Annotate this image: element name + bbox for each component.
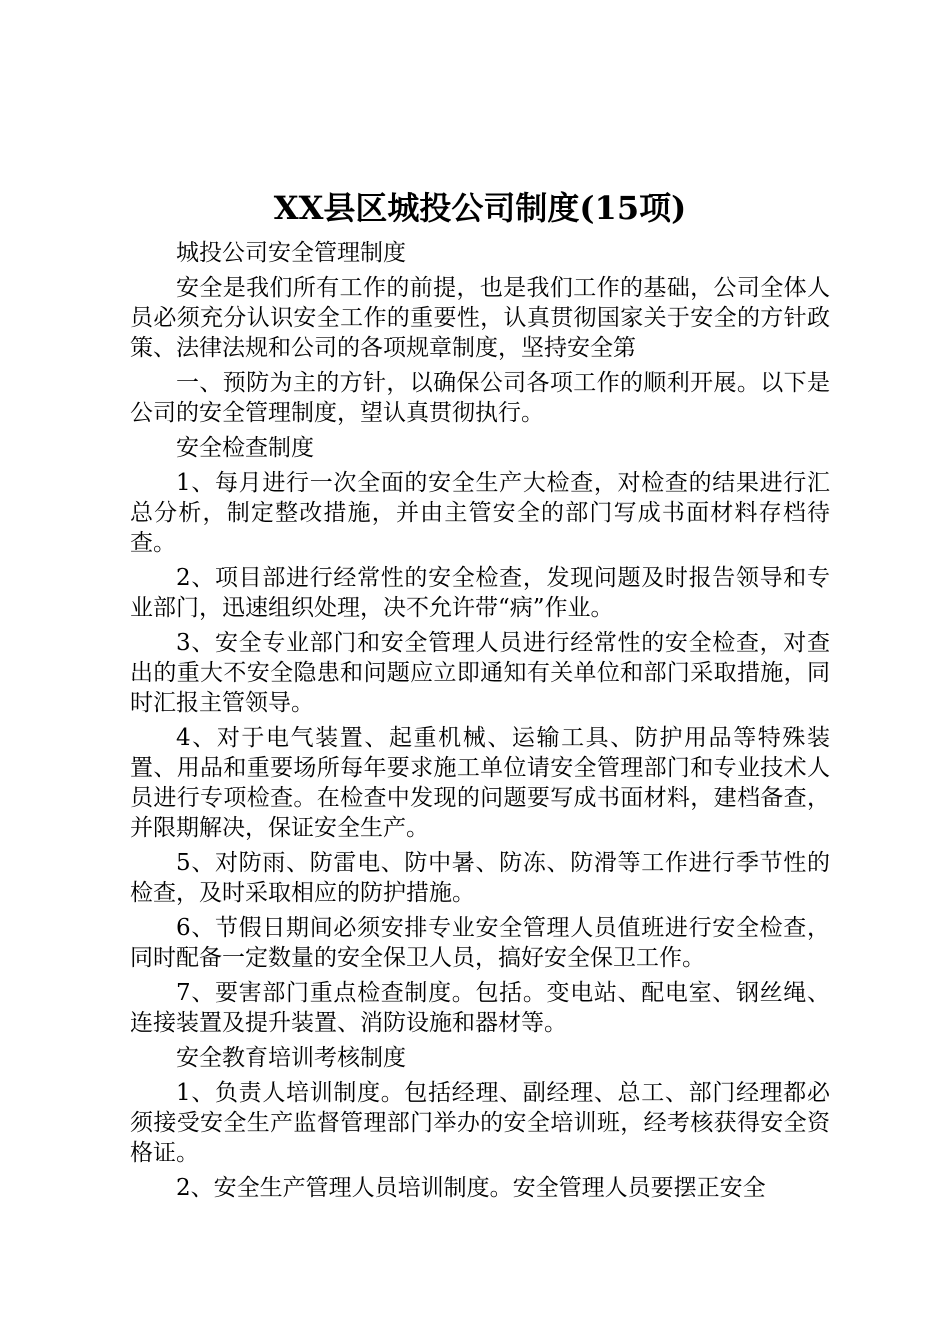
paragraph: 6、节假日期间必须安排专业安全管理人员值班进行安全检查，同时配备一定数量的安全保卫人员，搞好安全保卫工作。: [130, 915, 830, 971]
document-title: XX县区城投公司制度(15项): [273, 189, 687, 227]
paragraph: 城投公司安全管理制度: [176, 240, 406, 266]
paragraph: 一、预防为主的方针，以确保公司各项工作的顺利开展。以下是公司的安全管理制度，望认真贯彻执行。: [130, 370, 830, 426]
paragraph: 安全是我们所有工作的前提，也是我们工作的基础，公司全体人员必须充分认识安全工作的重要性，认真贯彻国家关于安全的方针政策、法律法规和公司的各项规章制度，坚持安全第: [130, 275, 830, 361]
paragraph: 7、要害部门重点检查制度。包括。变电站、配电室、钢丝绳、连接装置及提升装置、消防设施和器材等。: [130, 980, 830, 1036]
paragraph: 1、每月进行一次全面的安全生产大检查，对检查的结果进行汇总分析，制定整改措施，并由主管安全的部门写成书面材料存档待查。: [130, 470, 830, 556]
paragraph: 1、负责人培训制度。包括经理、副经理、总工、部门经理都必须接受安全生产监督管理部门举办的安全培训班，经考核获得安全资格证。: [130, 1080, 830, 1166]
paragraph: 4、对于电气装置、起重机械、运输工具、防护用品等特殊装置、用品和重要场所每年要求施工单位请安全管理部门和专业技术人员进行专项检查。在检查中发现的问题要写成书面材料，建档备查，并限期解决，保证安全生产。: [130, 725, 830, 841]
paragraph: 安全检查制度: [176, 435, 314, 461]
document-body: [130, 188, 830, 1203]
paragraph: 3、安全专业部门和安全管理人员进行经常性的安全检查，对查出的重大不安全隐患和问题应立即通知有关单位和部门采取措施，同时汇报主管领导。: [130, 630, 830, 716]
paragraph: 2、项目部进行经常性的安全检查，发现问题及时报告领导和专业部门，迅速组织处理，决不允许带“病”作业。: [130, 565, 830, 621]
paragraph: 安全教育培训考核制度: [176, 1045, 406, 1071]
paragraph: 2、安全生产管理人员培训制度。安全管理人员要摆正安全: [176, 1175, 766, 1201]
paragraph: 5、对防雨、防雷电、防中暑、防冻、防滑等工作进行季节性的检查，及时采取相应的防护措施。: [130, 850, 830, 906]
